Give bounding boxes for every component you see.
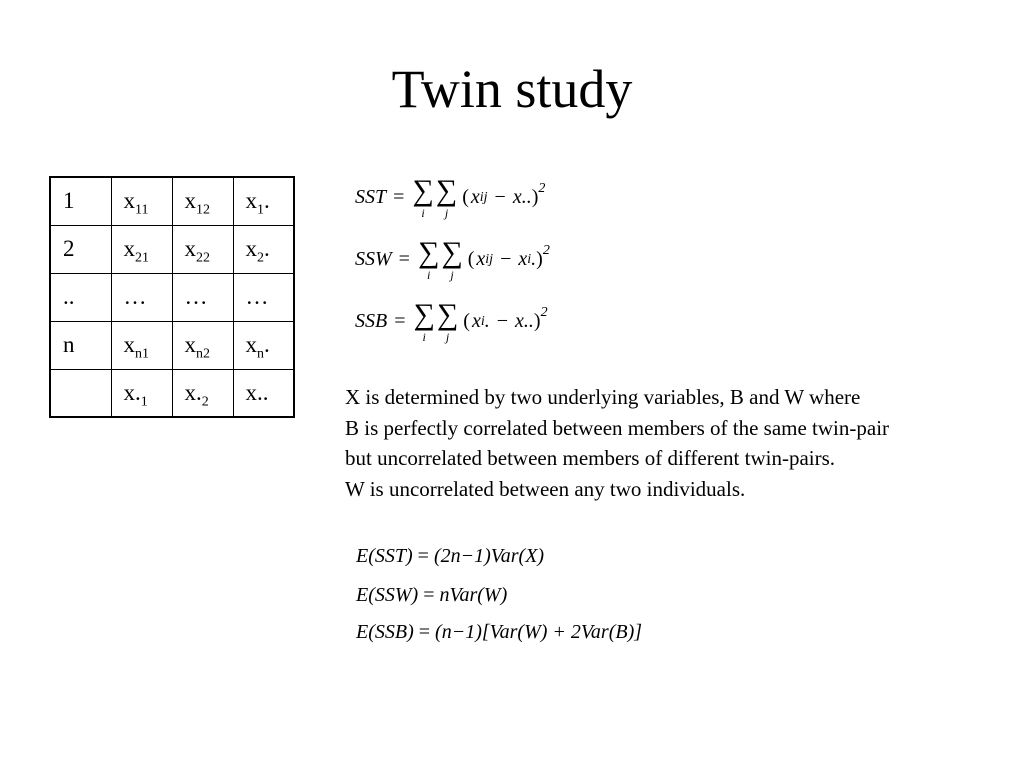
sst-lhs: SST (355, 186, 387, 208)
table-cell: $x._1$ (111, 369, 172, 417)
slide-title: Twin study (391, 59, 633, 119)
table-cell: … (111, 273, 172, 321)
explanation-line: but uncorrelated between members of different twin-pairs. (345, 446, 836, 470)
table-cell: $x_2$. (233, 225, 294, 273)
expected-ssb: E(SSB) = (n−1)[Var(W) + 2Var(B)] (356, 621, 643, 643)
row-label-cell: 1 (50, 177, 111, 225)
ssb-lhs: SSB (355, 310, 388, 332)
table-cell: $x_{n1}$ (111, 321, 172, 369)
table-cell: $x_{21}$ (111, 225, 172, 273)
sst-formula: SST = ∑ i ∑ j ( x ij − x.. ) $^2$ (355, 174, 546, 220)
ssw-lhs: SSW (355, 248, 392, 270)
table-cell: … (233, 273, 294, 321)
table-cell: $x_{n2}$ (172, 321, 233, 369)
explanation-line: B is perfectly correlated between members of the same twin-pair (345, 415, 890, 440)
table-cell: x.. (233, 369, 294, 417)
table-cell: $x_{12}$ (172, 177, 233, 225)
equals-sign: = (398, 248, 410, 270)
row-label-cell: 2 (50, 225, 111, 273)
table-cell: $x_n$. (233, 321, 294, 369)
table-row (50, 225, 294, 273)
sum-over-i: ∑ i (413, 298, 435, 344)
table-cell: $x._2$ (172, 369, 233, 417)
ssb-formula: SSB = ∑ i ∑ j ( x i . − x.. ) $^2$ (355, 298, 548, 344)
row-label-cell (50, 369, 111, 417)
table-cell: … (172, 273, 233, 321)
table-row (50, 369, 294, 417)
row-label-cell: .. (50, 273, 111, 321)
table-cell: $x_{11}$ (111, 177, 172, 225)
sum-over-j: ∑ j (435, 174, 458, 220)
sum-over-j: ∑ j (436, 298, 459, 344)
table-cell: $x_1$. (233, 177, 294, 225)
ssw-formula: SSW = ∑ i ∑ j ( x ij − x i . ) $^2$ (355, 236, 550, 282)
row-label-cell: n (50, 321, 111, 369)
sum-over-i: ∑ i (412, 174, 434, 220)
twin-data-table (49, 176, 295, 418)
equals-sign: = (394, 310, 406, 332)
explanation-text (345, 382, 889, 504)
table-row (50, 273, 294, 321)
table-row (50, 177, 294, 225)
explanation-line: W is uncorrelated between any two individuals. (345, 476, 746, 501)
sum-over-j: ∑ j (441, 236, 463, 282)
table-cell: $x_{22}$ (172, 225, 233, 273)
table-row (50, 321, 294, 369)
explanation-line: X is determined by two underlying variables, B and W where (345, 385, 861, 409)
expected-sst: E(SST) = (2n−1)Var(X) (356, 545, 545, 567)
equals-sign: = (393, 186, 405, 208)
sum-over-i: ∑ i (417, 236, 440, 282)
expected-ssw: E(SSW) = nVar(W) (356, 584, 508, 606)
